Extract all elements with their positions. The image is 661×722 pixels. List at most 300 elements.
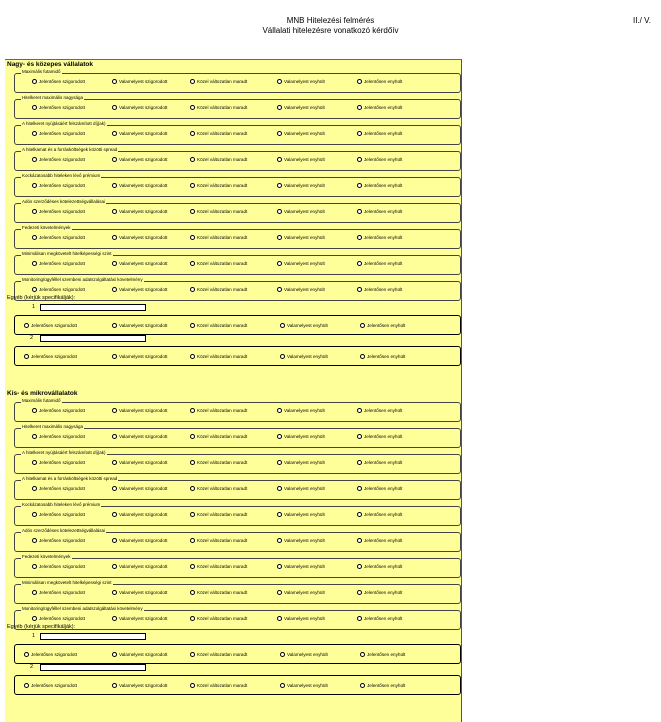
radio-option[interactable] <box>357 130 402 138</box>
radio-option[interactable] <box>32 459 85 467</box>
radio-button[interactable] <box>190 131 195 136</box>
radio-button[interactable] <box>112 157 117 162</box>
radio-option-label: Jelentősen enyhült <box>364 261 403 266</box>
radio-option[interactable] <box>32 156 85 164</box>
radio-button[interactable] <box>277 460 282 465</box>
radio-button[interactable] <box>112 183 117 188</box>
question-group <box>14 225 461 249</box>
radio-option[interactable] <box>357 615 402 623</box>
radio-button[interactable] <box>190 261 195 266</box>
radio-option[interactable] <box>190 589 247 597</box>
radio-button[interactable] <box>32 616 37 621</box>
radio-option-label: Közel változatlan maradt <box>197 538 248 543</box>
radio-button[interactable] <box>357 131 362 136</box>
radio-option[interactable] <box>112 407 167 415</box>
radio-option[interactable] <box>32 537 85 545</box>
radio-option-label: Valamelyest enyhült <box>284 460 325 465</box>
radio-button[interactable] <box>112 460 117 465</box>
radio-button[interactable] <box>277 157 282 162</box>
radio-button[interactable] <box>190 235 195 240</box>
radio-button[interactable] <box>190 323 195 328</box>
radio-button[interactable] <box>357 408 362 413</box>
radio-button[interactable] <box>190 486 195 491</box>
radio-option[interactable] <box>190 537 247 545</box>
question-label: Monitoring/ügyféllel szembeni adatszolgáltatási követelmény <box>22 606 143 611</box>
radio-button[interactable] <box>357 564 362 569</box>
radio-option[interactable] <box>112 511 167 519</box>
radio-option[interactable] <box>112 433 167 441</box>
radio-button[interactable] <box>277 590 282 595</box>
radio-button[interactable] <box>357 261 362 266</box>
radio-button[interactable] <box>190 538 195 543</box>
radio-option-label: Jelentősen szigorodott <box>31 652 77 657</box>
question-group <box>14 277 461 301</box>
radio-button[interactable] <box>24 652 29 657</box>
question-group <box>14 606 461 630</box>
radio-option[interactable] <box>190 353 247 361</box>
radio-option[interactable] <box>112 322 167 330</box>
radio-button[interactable] <box>190 408 195 413</box>
radio-option-label: Valamelyest szigorodott <box>119 261 168 266</box>
radio-option[interactable] <box>190 511 247 519</box>
radio-button[interactable] <box>112 131 117 136</box>
survey-subtitle: Vállalati hitelezésre vonatkozó kérdőív <box>262 26 399 35</box>
radio-option[interactable] <box>112 104 167 112</box>
radio-option[interactable] <box>112 260 167 268</box>
radio-button[interactable] <box>112 287 117 292</box>
radio-option[interactable] <box>32 78 85 86</box>
question-group <box>14 528 461 552</box>
radio-option-label: Jelentősen enyhült <box>367 652 406 657</box>
question-label: Fedezeti követelmények <box>22 225 71 230</box>
radio-button[interactable] <box>32 590 37 595</box>
radio-option[interactable] <box>112 615 167 623</box>
radio-option[interactable] <box>277 156 325 164</box>
radio-option[interactable] <box>277 589 325 597</box>
question-group <box>14 450 461 474</box>
radio-button[interactable] <box>190 209 195 214</box>
radio-button[interactable] <box>280 652 285 657</box>
radio-button[interactable] <box>360 354 365 359</box>
radio-button[interactable] <box>112 105 117 110</box>
radio-button[interactable] <box>277 79 282 84</box>
other-item-number: 2 <box>30 664 34 670</box>
radio-button[interactable] <box>190 434 195 439</box>
radio-button[interactable] <box>277 131 282 136</box>
radio-option-label: Közel változatlan maradt <box>197 235 248 240</box>
radio-option-label: Jelentősen enyhült <box>367 323 406 328</box>
radio-option-label: Jelentősen enyhült <box>364 79 403 84</box>
radio-button[interactable] <box>357 590 362 595</box>
radio-option[interactable] <box>357 459 402 467</box>
question-group <box>14 199 461 223</box>
radio-option[interactable] <box>190 130 247 138</box>
question-label: Hitelkeret maximális nagysága <box>22 95 84 100</box>
radio-option[interactable] <box>190 182 247 190</box>
other-item-number: 1 <box>32 304 36 310</box>
radio-option[interactable] <box>277 511 325 519</box>
radio-option[interactable] <box>277 78 325 86</box>
radio-button[interactable] <box>190 652 195 657</box>
other-text-field[interactable] <box>40 664 146 671</box>
radio-button[interactable] <box>32 434 37 439</box>
radio-option[interactable] <box>357 234 402 242</box>
radio-option-label: Valamelyest szigorodott <box>119 652 168 657</box>
radio-button[interactable] <box>24 683 29 688</box>
radio-option-label: Valamelyest enyhült <box>284 105 325 110</box>
radio-button[interactable] <box>32 512 37 517</box>
radio-option-label: Jelentősen enyhült <box>364 590 403 595</box>
radio-option[interactable] <box>112 130 167 138</box>
radio-option[interactable] <box>190 104 247 112</box>
page-indicator: II./ V. <box>633 16 651 25</box>
radio-option-label: Valamelyest enyhült <box>284 434 325 439</box>
radio-button[interactable] <box>32 131 37 136</box>
radio-option[interactable] <box>357 511 402 519</box>
radio-option-label: Valamelyest enyhült <box>284 209 325 214</box>
radio-option[interactable] <box>112 353 167 361</box>
radio-option-label: Jelentősen szigorodott <box>39 538 85 543</box>
radio-option[interactable] <box>112 485 167 493</box>
radio-option[interactable] <box>32 260 85 268</box>
radio-option[interactable] <box>24 353 77 361</box>
radio-button[interactable] <box>277 512 282 517</box>
radio-button[interactable] <box>32 486 37 491</box>
radio-option-label: Jelentősen enyhült <box>364 564 403 569</box>
radio-option[interactable] <box>357 260 402 268</box>
radio-option-label: Jelentősen enyhült <box>367 354 406 359</box>
radio-option[interactable] <box>360 322 405 330</box>
radio-option[interactable] <box>277 260 325 268</box>
radio-option[interactable] <box>190 322 247 330</box>
radio-button[interactable] <box>357 157 362 162</box>
radio-option-label: Jelentősen szigorodott <box>31 323 77 328</box>
radio-option[interactable] <box>280 322 328 330</box>
radio-option[interactable] <box>277 459 325 467</box>
radio-option[interactable] <box>32 208 85 216</box>
radio-button[interactable] <box>32 538 37 543</box>
radio-button[interactable] <box>190 564 195 569</box>
radio-option[interactable] <box>357 589 402 597</box>
radio-option[interactable] <box>357 537 402 545</box>
question-label: A hitelkamat és a forrásköltségek közötti spread <box>22 476 118 481</box>
radio-option-label: Valamelyest enyhült <box>284 157 325 162</box>
radio-option[interactable] <box>190 78 247 86</box>
radio-option[interactable] <box>360 682 405 690</box>
radio-option[interactable] <box>190 433 247 441</box>
radio-option[interactable] <box>32 286 85 294</box>
radio-option[interactable] <box>112 682 167 690</box>
radio-option[interactable] <box>190 563 247 571</box>
radio-option-label: Jelentősen enyhült <box>364 131 403 136</box>
radio-button[interactable] <box>357 235 362 240</box>
radio-option-label: Jelentősen enyhült <box>364 209 403 214</box>
radio-option[interactable] <box>357 104 402 112</box>
radio-option-label: Jelentősen szigorodott <box>31 683 77 688</box>
radio-button[interactable] <box>280 683 285 688</box>
question-group <box>14 580 461 604</box>
radio-option[interactable] <box>190 407 247 415</box>
radio-button[interactable] <box>277 616 282 621</box>
radio-button[interactable] <box>190 354 195 359</box>
radio-option[interactable] <box>190 615 247 623</box>
radio-option-label: Valamelyest enyhült <box>284 564 325 569</box>
radio-option[interactable] <box>32 511 85 519</box>
radio-button[interactable] <box>112 434 117 439</box>
radio-button[interactable] <box>24 354 29 359</box>
radio-button[interactable] <box>357 209 362 214</box>
radio-button[interactable] <box>277 408 282 413</box>
radio-option[interactable] <box>277 208 325 216</box>
radio-button[interactable] <box>360 323 365 328</box>
radio-option[interactable] <box>277 130 325 138</box>
question-group <box>14 424 461 448</box>
radio-option[interactable] <box>32 407 85 415</box>
radio-option[interactable] <box>112 651 167 659</box>
radio-option[interactable] <box>357 485 402 493</box>
other-text-field[interactable] <box>40 335 146 342</box>
radio-option[interactable] <box>112 459 167 467</box>
radio-button[interactable] <box>32 157 37 162</box>
radio-button[interactable] <box>190 287 195 292</box>
radio-option-label: Közel változatlan maradt <box>197 157 248 162</box>
radio-button[interactable] <box>277 105 282 110</box>
radio-option[interactable] <box>112 156 167 164</box>
radio-button[interactable] <box>277 209 282 214</box>
radio-option-label: Valamelyest szigorodott <box>119 235 168 240</box>
radio-option-label: Valamelyest szigorodott <box>119 408 168 413</box>
radio-button[interactable] <box>112 486 117 491</box>
radio-option-label: Jelentősen enyhült <box>364 287 403 292</box>
radio-option[interactable] <box>357 433 402 441</box>
question-label: Minimálisan megkövetelt hitelképességi szint <box>22 580 112 585</box>
radio-option[interactable] <box>32 234 85 242</box>
radio-option[interactable] <box>112 234 167 242</box>
radio-option-label: Valamelyest szigorodott <box>119 434 168 439</box>
radio-option[interactable] <box>280 651 328 659</box>
radio-option[interactable] <box>112 563 167 571</box>
radio-option[interactable] <box>277 615 325 623</box>
radio-button[interactable] <box>357 105 362 110</box>
radio-option-label: Közel változatlan maradt <box>197 287 248 292</box>
radio-option[interactable] <box>190 485 247 493</box>
radio-option-label: Közel változatlan maradt <box>197 79 248 84</box>
radio-button[interactable] <box>32 105 37 110</box>
radio-button[interactable] <box>112 564 117 569</box>
radio-button[interactable] <box>277 564 282 569</box>
radio-button[interactable] <box>357 460 362 465</box>
radio-button[interactable] <box>357 538 362 543</box>
radio-option[interactable] <box>24 682 77 690</box>
radio-option[interactable] <box>32 563 85 571</box>
question-label: A hitelkamat és a forrásköltségek közötti spread <box>22 147 118 152</box>
radio-option[interactable] <box>112 208 167 216</box>
radio-button[interactable] <box>190 616 195 621</box>
radio-button[interactable] <box>112 590 117 595</box>
radio-button[interactable] <box>360 683 365 688</box>
radio-option[interactable] <box>112 589 167 597</box>
radio-option[interactable] <box>190 459 247 467</box>
radio-option-label: Jelentősen enyhült <box>364 157 403 162</box>
radio-button[interactable] <box>277 538 282 543</box>
radio-button[interactable] <box>280 323 285 328</box>
radio-option[interactable] <box>360 353 405 361</box>
radio-button[interactable] <box>112 408 117 413</box>
radio-button[interactable] <box>190 157 195 162</box>
radio-button[interactable] <box>190 683 195 688</box>
question-label: Monitoring/ügyféllel szembeni adatszolgáltatási követelmény <box>22 277 143 282</box>
radio-option[interactable] <box>277 563 325 571</box>
radio-button[interactable] <box>112 354 117 359</box>
radio-option[interactable] <box>357 78 402 86</box>
radio-option[interactable] <box>32 485 85 493</box>
other-specify-label: Egyéb (kérjük specifikálják): <box>7 295 76 301</box>
radio-option[interactable] <box>32 433 85 441</box>
radio-option[interactable] <box>280 353 328 361</box>
radio-button[interactable] <box>32 408 37 413</box>
radio-option[interactable] <box>280 682 328 690</box>
radio-option[interactable] <box>32 104 85 112</box>
radio-option-label: Közel változatlan maradt <box>197 512 248 517</box>
radio-option-label: Jelentősen enyhült <box>364 105 403 110</box>
radio-button[interactable] <box>357 287 362 292</box>
radio-option-label: Valamelyest enyhült <box>284 408 325 413</box>
radio-option[interactable] <box>357 286 402 294</box>
radio-option-label: Közel változatlan maradt <box>197 408 248 413</box>
radio-option[interactable] <box>112 182 167 190</box>
radio-option[interactable] <box>190 651 247 659</box>
radio-option-label: Valamelyest szigorodott <box>119 354 168 359</box>
radio-option[interactable] <box>32 182 85 190</box>
radio-option[interactable] <box>24 651 77 659</box>
radio-option[interactable] <box>357 182 402 190</box>
radio-option[interactable] <box>360 651 405 659</box>
radio-button[interactable] <box>190 590 195 595</box>
radio-option[interactable] <box>32 615 85 623</box>
radio-option[interactable] <box>112 78 167 86</box>
radio-button[interactable] <box>280 354 285 359</box>
radio-option[interactable] <box>190 682 247 690</box>
radio-button[interactable] <box>277 434 282 439</box>
radio-option-label: Közel változatlan maradt <box>197 590 248 595</box>
radio-button[interactable] <box>277 486 282 491</box>
radio-option-label: Valamelyest enyhült <box>284 235 325 240</box>
radio-button[interactable] <box>112 616 117 621</box>
radio-button[interactable] <box>112 683 117 688</box>
radio-option-label: Valamelyest szigorodott <box>119 209 168 214</box>
radio-option[interactable] <box>277 537 325 545</box>
other-option-group <box>14 346 461 366</box>
radio-option-label: Valamelyest enyhült <box>284 287 325 292</box>
radio-option[interactable] <box>190 208 247 216</box>
radio-option[interactable] <box>190 260 247 268</box>
radio-option[interactable] <box>190 286 247 294</box>
radio-option-label: Valamelyest szigorodott <box>119 323 168 328</box>
radio-button[interactable] <box>24 323 29 328</box>
radio-button[interactable] <box>190 105 195 110</box>
question-group <box>14 95 461 119</box>
radio-button[interactable] <box>357 616 362 621</box>
radio-option[interactable] <box>277 286 325 294</box>
radio-option-label: Jelentősen szigorodott <box>39 235 85 240</box>
radio-button[interactable] <box>277 183 282 188</box>
radio-option[interactable] <box>357 407 402 415</box>
radio-button[interactable] <box>32 183 37 188</box>
radio-option[interactable] <box>112 537 167 545</box>
radio-button[interactable] <box>32 460 37 465</box>
radio-button[interactable] <box>277 261 282 266</box>
radio-option-label: Valamelyest szigorodott <box>119 460 168 465</box>
radio-option[interactable] <box>24 322 77 330</box>
radio-option[interactable] <box>190 156 247 164</box>
radio-option-label: Valamelyest enyhült <box>284 486 325 491</box>
radio-button[interactable] <box>357 79 362 84</box>
radio-button[interactable] <box>112 323 117 328</box>
question-label: Adós szerződéses kötelezettségvállalásai <box>22 199 106 204</box>
radio-option-label: Valamelyest enyhült <box>287 323 328 328</box>
radio-option-label: Jelentősen enyhült <box>364 512 403 517</box>
radio-option[interactable] <box>32 130 85 138</box>
radio-button[interactable] <box>32 564 37 569</box>
radio-option[interactable] <box>277 485 325 493</box>
radio-button[interactable] <box>190 79 195 84</box>
radio-option[interactable] <box>357 208 402 216</box>
radio-button[interactable] <box>112 261 117 266</box>
radio-button[interactable] <box>32 261 37 266</box>
radio-button[interactable] <box>357 183 362 188</box>
radio-option[interactable] <box>277 407 325 415</box>
radio-button[interactable] <box>32 209 37 214</box>
other-text-field[interactable] <box>40 633 146 640</box>
radio-button[interactable] <box>357 486 362 491</box>
radio-button[interactable] <box>357 434 362 439</box>
radio-option[interactable] <box>277 433 325 441</box>
radio-option[interactable] <box>357 563 402 571</box>
radio-button[interactable] <box>112 79 117 84</box>
radio-button[interactable] <box>112 209 117 214</box>
other-option-group <box>14 315 461 335</box>
radio-button[interactable] <box>32 235 37 240</box>
radio-button[interactable] <box>112 538 117 543</box>
radio-button[interactable] <box>357 512 362 517</box>
radio-option[interactable] <box>190 234 247 242</box>
radio-button[interactable] <box>277 235 282 240</box>
radio-option[interactable] <box>32 589 85 597</box>
radio-option[interactable] <box>357 156 402 164</box>
radio-option[interactable] <box>277 234 325 242</box>
radio-button[interactable] <box>112 652 117 657</box>
radio-button[interactable] <box>190 460 195 465</box>
radio-option-label: Jelentősen szigorodott <box>39 131 85 136</box>
radio-option[interactable] <box>112 286 167 294</box>
radio-option[interactable] <box>277 182 325 190</box>
radio-option-label: Jelentősen szigorodott <box>39 434 85 439</box>
radio-button[interactable] <box>277 287 282 292</box>
radio-button[interactable] <box>360 652 365 657</box>
radio-option[interactable] <box>277 104 325 112</box>
radio-button[interactable] <box>32 287 37 292</box>
other-text-field[interactable] <box>40 304 146 311</box>
question-label: Minimálisan megkövetelt hitelképességi szint <box>22 251 112 256</box>
radio-button[interactable] <box>190 512 195 517</box>
question-label: Fedezeti követelmények <box>22 554 71 559</box>
radio-option-label: Jelentősen enyhült <box>364 616 403 621</box>
radio-button[interactable] <box>112 235 117 240</box>
radio-button[interactable] <box>190 183 195 188</box>
radio-button[interactable] <box>32 79 37 84</box>
radio-button[interactable] <box>112 512 117 517</box>
radio-option-label: Jelentősen szigorodott <box>39 616 85 621</box>
